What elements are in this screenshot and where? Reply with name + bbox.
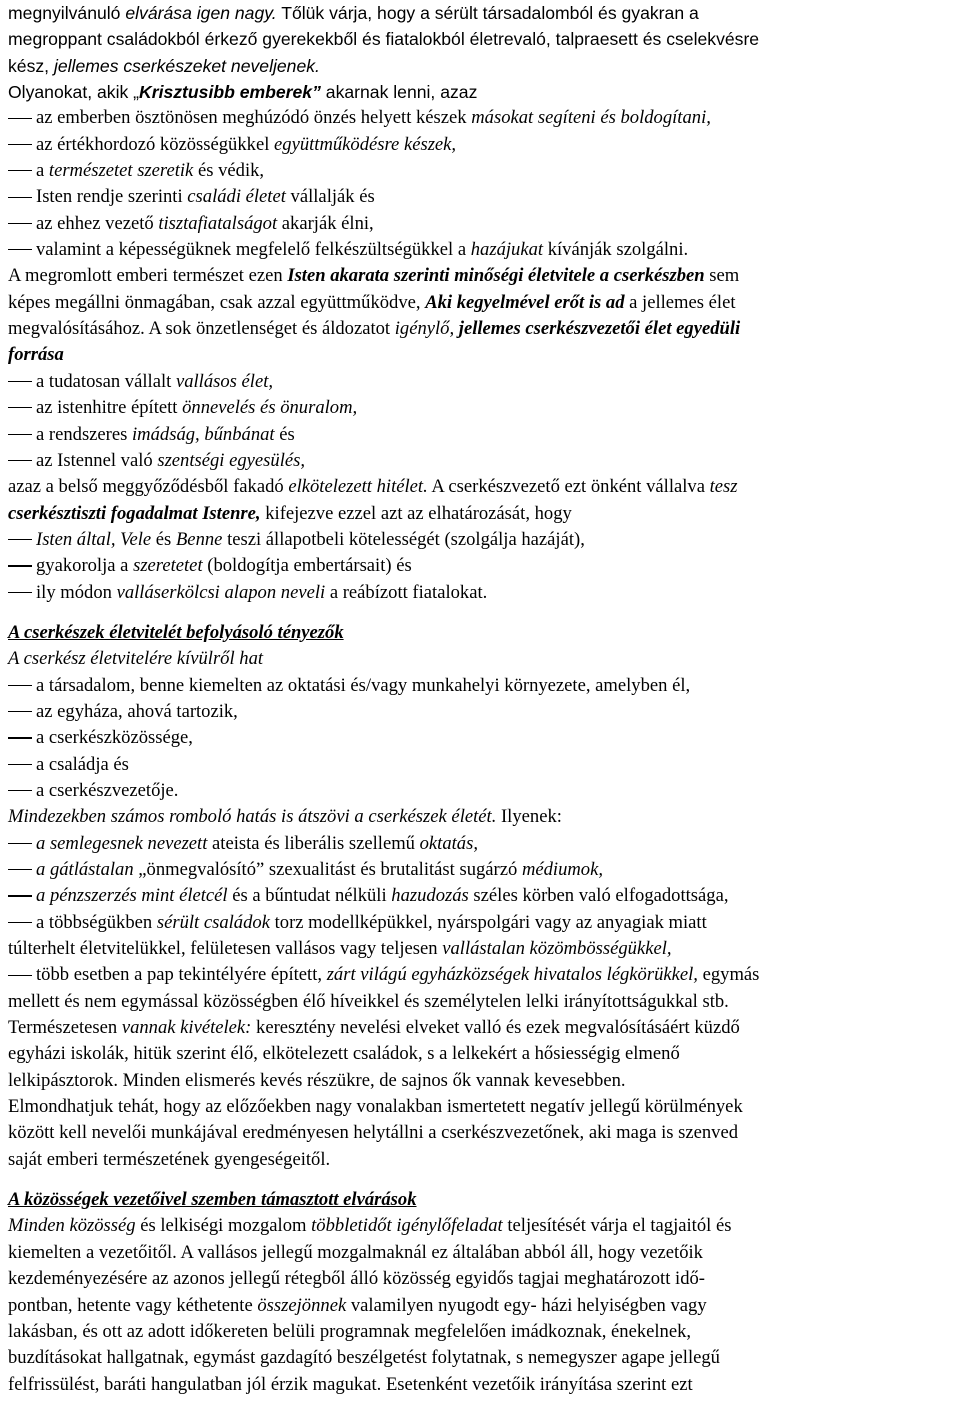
- text-segment: több esetben a pap tekintélyére épített,: [36, 964, 327, 986]
- text-segment: valamint a képességüknek megfelelő felkészültségükkel a: [36, 239, 471, 261]
- text-segment: a társadalom, benne kiemelten az oktatási és/vagy munkahelyi környezete, amelyben él,: [36, 674, 691, 696]
- text-line: [8, 501, 954, 527]
- em-dash-bullet-icon: [8, 737, 32, 738]
- text-line: [8, 1120, 954, 1146]
- emphasized-text: A közösségek vezetőivel szemben támasztott elvárások: [8, 1189, 417, 1211]
- text-segment: pontban, hetente vagy kéthetente: [8, 1294, 258, 1316]
- emphasized-text: vallásos élet,: [175, 370, 274, 392]
- emphasized-text: Benne: [175, 528, 223, 550]
- emphasized-text: összejönnek: [257, 1294, 347, 1316]
- bullet-line: [8, 158, 954, 184]
- em-dash-bullet-icon: [8, 539, 32, 540]
- em-dash-bullet-icon: [8, 249, 32, 250]
- text-line: [8, 1345, 954, 1371]
- em-dash-bullet-icon: [8, 565, 32, 566]
- bullet-line: [8, 132, 954, 158]
- em-dash-bullet-icon: [8, 922, 32, 923]
- text-line: [8, 0, 954, 26]
- emphasized-text: Krisztusibb emberek”: [139, 82, 321, 103]
- text-segment: között kell nevelői munkájával eredményesen helytállni a cserkészvezetőnek, aki maga is szenved: [8, 1122, 739, 1144]
- emphasized-text: önnevelés és önuralom,: [182, 397, 358, 419]
- em-dash-bullet-icon: [8, 407, 32, 408]
- text-segment: és a bűntudat nélküli: [227, 885, 392, 907]
- em-dash-bullet-icon: [8, 895, 32, 896]
- emphasized-text: imádság, bűnbánat: [132, 423, 275, 445]
- text-line: [8, 316, 954, 342]
- text-segment: széles körben való elfogadottsága,: [468, 885, 729, 907]
- em-dash-bullet-icon: [8, 381, 32, 382]
- text-segment: saját emberi természetének gyengeségeitől.: [8, 1148, 331, 1170]
- text-segment: a családja és: [36, 753, 129, 775]
- text-line: [8, 1187, 954, 1213]
- em-dash-bullet-icon: [8, 460, 32, 461]
- emphasized-text: természetet szeretik: [48, 160, 194, 182]
- emphasized-text: vallástalan közömbösségükkel,: [442, 938, 672, 960]
- text-segment: Tőlük várja, hogy a sérült társadalomból és gyakran a: [276, 3, 699, 23]
- emphasized-text: szentségi egyesülés,: [157, 449, 306, 471]
- text-line: [8, 1372, 954, 1398]
- text-segment: kezdeményezésére az azonos jellegű rétegből álló közösség egyidős tagjai meghatározott idő-: [8, 1268, 705, 1290]
- bullet-line: [8, 752, 954, 778]
- text-line: [8, 263, 954, 289]
- text-line: [8, 989, 954, 1015]
- emphasized-text: tisztafiatalságot: [158, 212, 278, 234]
- text-segment: buzdításokat hallgatnak, egymást gazdagító beszélgetést folytatnak, s nemegyszer agape jellegű: [8, 1347, 720, 1369]
- emphasized-text: másokat segíteni és boldogítani,: [471, 107, 711, 129]
- text-line: [8, 1266, 954, 1292]
- emphasized-text: Minden közösség: [8, 1215, 136, 1237]
- text-segment: a rendszeres: [36, 423, 133, 445]
- emphasized-text: elvárása igen nagy.: [125, 3, 277, 23]
- text-segment: torz modellképükkel, nyárspolgári vagy az anyagiak miatt: [269, 911, 707, 933]
- text-segment: teljesítését várja el tagjaitól és: [502, 1215, 732, 1237]
- text-segment: Olyanokat, akik „: [8, 82, 140, 103]
- text-line: [8, 1240, 954, 1266]
- paragraph-spacer: [8, 1173, 954, 1187]
- text-segment: a jellemes élet: [624, 291, 736, 313]
- text-segment: Ilyenek:: [496, 806, 562, 828]
- text-segment: egyházi iskolák, hitük szerint élő, elkötelezett családok, s a lelkekért a hősiességig elmenő: [8, 1043, 680, 1065]
- emphasized-text: családi életet: [187, 186, 286, 208]
- text-segment: Elmondhatjuk tehát, hogy az előzőekben nagy vonalakban ismertetett negatív jellegű körülmények: [8, 1096, 743, 1118]
- text-segment: akarják élni,: [277, 212, 374, 234]
- bullet-line: [8, 778, 954, 804]
- bullet-line: [8, 883, 954, 909]
- text-line: [8, 1094, 954, 1120]
- text-segment: lakásban, és ott az adott időkereten belüli programnak megfelelően imádkoznak, énekelnek,: [8, 1320, 692, 1342]
- text-segment: az egyháza, ahová tartozik,: [36, 700, 238, 722]
- text-segment: képes megállni önmagában, csak azzal együttműködve,: [8, 291, 426, 313]
- bullet-line: [8, 527, 954, 553]
- text-segment: ily módon: [36, 581, 117, 603]
- text-segment: az istenhitre épített: [36, 397, 183, 419]
- emphasized-text: A cserkész életvitelére kívülről hat: [8, 648, 264, 670]
- emphasized-text: médiumok,: [521, 859, 604, 880]
- text-line: [8, 646, 954, 672]
- text-line: [8, 1293, 954, 1319]
- text-line: [8, 342, 954, 368]
- text-segment: és: [274, 423, 295, 445]
- bullet-line: [8, 699, 954, 725]
- emphasized-text: zárt világú egyházközségek hivatalos légkörükkel,: [326, 964, 698, 986]
- text-segment: lelkipásztorok. Minden elismerés kevés részükre, de sajnos ők vannak kevesebben.: [8, 1069, 626, 1091]
- text-segment: és lelkiségi mozgalom: [135, 1215, 312, 1237]
- text-segment: a: [36, 160, 49, 182]
- text-line: [8, 1213, 954, 1239]
- text-line: [8, 1319, 954, 1345]
- text-segment: megroppant családokból érkező gyerekekből és fiatalokból életrevaló, talpraesett és cselekvésre: [8, 29, 760, 50]
- text-segment: kívánják szolgálni.: [543, 239, 689, 261]
- emphasized-text: cserkésztiszti fogadalmat Istenre,: [8, 502, 261, 524]
- em-dash-bullet-icon: [8, 197, 32, 198]
- emphasized-text: Isten által, Vele: [36, 528, 152, 550]
- bullet-line: [8, 857, 954, 883]
- emphasized-text: forrása: [8, 344, 64, 366]
- em-dash-bullet-icon: [8, 790, 32, 791]
- text-segment: teszi állapotbeli kötelességét (szolgálja hazáját),: [222, 528, 585, 550]
- text-segment: az ehhez vezető: [36, 212, 159, 234]
- em-dash-bullet-icon: [8, 975, 32, 976]
- paragraph-spacer: [8, 606, 954, 620]
- text-line: [8, 1068, 954, 1094]
- text-segment: a cserkészvezetője.: [36, 779, 179, 801]
- text-line: [8, 53, 954, 79]
- text-segment: Isten rendje szerinti: [36, 186, 188, 208]
- bullet-line: [8, 910, 954, 936]
- em-dash-bullet-icon: [8, 118, 32, 119]
- text-segment: Természetesen: [8, 1017, 122, 1039]
- emphasized-text: Aki kegyelmével erőt is ad: [425, 291, 625, 313]
- text-segment: sem: [704, 265, 740, 287]
- text-segment: gyakorolja a: [36, 555, 134, 577]
- bullet-line: [8, 448, 954, 474]
- emphasized-text: hazudozás: [391, 885, 469, 907]
- em-dash-bullet-icon: [8, 144, 32, 145]
- emphasized-text: Isten akarata szerinti minőségi életvitele a cserkészben: [287, 265, 705, 287]
- text-segment: ateista és liberális szellemű: [207, 832, 420, 854]
- text-segment: egymás: [697, 964, 760, 986]
- text-segment: keresztény nevelési elveket valló és ezek megvalósításáért küzdő: [251, 1017, 740, 1039]
- text-segment: az emberben ösztönösen meghúzódó önzés helyett készek: [36, 107, 472, 129]
- text-line: [8, 936, 954, 962]
- text-line: [8, 26, 954, 52]
- bullet-line: [8, 211, 954, 237]
- text-segment: megvalósításához. A sok önzetlenséget és áldozatot: [8, 318, 395, 340]
- em-dash-bullet-icon: [8, 223, 32, 224]
- bullet-line: [8, 962, 954, 988]
- text-line: [8, 79, 954, 105]
- text-segment: és védik,: [193, 160, 265, 182]
- bullet-line: [8, 553, 954, 579]
- emphasized-text: vannak kivételek:: [121, 1017, 252, 1039]
- text-line: [8, 1147, 954, 1173]
- text-segment: kifejezve ezzel azt az elhatározását, hogy: [260, 502, 572, 524]
- text-segment: valamilyen nyugodt egy- házi helyiségben vagy: [346, 1294, 707, 1316]
- em-dash-bullet-icon: [8, 711, 32, 712]
- emphasized-text: többletidőt igénylőfeladat: [311, 1215, 503, 1237]
- bullet-line: [8, 184, 954, 210]
- emphasized-text: elkötelezett hitélet.: [288, 476, 428, 498]
- bullet-line: [8, 237, 954, 263]
- emphasized-text: A cserkészek életvitelét befolyásoló tényezők: [8, 621, 344, 643]
- emphasized-text: tesz: [709, 476, 738, 498]
- text-line: [8, 804, 954, 830]
- emphasized-text: oktatás,: [419, 832, 478, 854]
- em-dash-bullet-icon: [8, 869, 32, 870]
- text-line: [8, 1041, 954, 1067]
- text-segment: a tudatosan vállalt: [36, 370, 176, 392]
- bullet-line: [8, 395, 954, 421]
- text-line: [8, 620, 954, 646]
- emphasized-text: együttműködésre készek,: [274, 133, 457, 155]
- text-segment: a cserkészközössége,: [36, 727, 193, 749]
- text-segment: az Istennel való: [36, 449, 158, 471]
- text-segment: az értékhordozó közösségükkel: [36, 133, 275, 155]
- emphasized-text: a pénzszerzés mint életcél: [36, 885, 228, 907]
- emphasized-text: igénylő,: [394, 318, 459, 340]
- em-dash-bullet-icon: [8, 170, 32, 171]
- text-line: [8, 290, 954, 316]
- emphasized-text: sérült családok: [156, 911, 270, 933]
- em-dash-bullet-icon: [8, 434, 32, 435]
- bullet-line: [8, 725, 954, 751]
- text-segment: felfrissülést, baráti hangulatban jól érzik magukat. Esetenként vezetőik irányítása szerint ezt: [8, 1373, 693, 1395]
- text-line: [8, 1015, 954, 1041]
- emphasized-text: valláserkölcsi alapon neveli: [116, 581, 326, 603]
- text-segment: a többségükben: [36, 911, 157, 933]
- bullet-line: [8, 422, 954, 448]
- text-segment: túlterhelt életvitelükkel, felületesen vallásos vagy teljesen: [8, 938, 443, 960]
- emphasized-text: a semlegesnek nevezett: [36, 832, 208, 854]
- bullet-line: [8, 369, 954, 395]
- text-segment: A cserkészvezető ezt önként vállalva: [427, 476, 710, 498]
- text-segment: A megromlott emberi természet ezen: [8, 265, 288, 287]
- text-segment: akarnak lenni, azaz: [320, 82, 478, 103]
- em-dash-bullet-icon: [8, 685, 32, 686]
- emphasized-text: hazájukat: [470, 239, 544, 261]
- text-segment: (boldogítja embertársait) és: [202, 555, 412, 577]
- text-segment: „önmegvalósító” szexualitást és brutalitást sugárzó: [133, 859, 522, 880]
- em-dash-bullet-icon: [8, 843, 32, 844]
- text-segment: vállalják és: [285, 186, 375, 208]
- emphasized-text: szeretetet: [133, 555, 203, 577]
- text-segment: és: [151, 528, 176, 550]
- text-segment: megnyilvánuló: [8, 3, 126, 23]
- text-segment: kész,: [8, 55, 54, 76]
- bullet-line: [8, 580, 954, 606]
- em-dash-bullet-icon: [8, 592, 32, 593]
- text-segment: azaz a belső meggyőződésből fakadó: [8, 476, 289, 498]
- em-dash-bullet-icon: [8, 764, 32, 765]
- bullet-line: [8, 831, 954, 857]
- text-line: [8, 474, 954, 500]
- bullet-line: [8, 673, 954, 699]
- emphasized-text: a gátlástalan: [36, 859, 134, 880]
- emphasized-text: jellemes cserkészvezetői élet egyedüli: [458, 318, 741, 340]
- text-segment: a reábízott fiatalokat.: [325, 581, 488, 603]
- text-segment: kiemelten a vezetőitől. A vallásos jellegű mozgalmaknál ez általában abból áll, hogy vezetőik: [8, 1241, 703, 1263]
- emphasized-text: Mindezekben számos romboló hatás is átszövi a cserkészek életét.: [8, 806, 497, 828]
- text-segment: mellett és nem egymással közösségben élő híveikkel és személytelen lelki irányítottságukkal stb.: [8, 990, 729, 1012]
- emphasized-text: jellemes cserkészeket neveljenek.: [53, 55, 320, 76]
- document-page: [8, 0, 954, 1398]
- bullet-line: [8, 105, 954, 131]
